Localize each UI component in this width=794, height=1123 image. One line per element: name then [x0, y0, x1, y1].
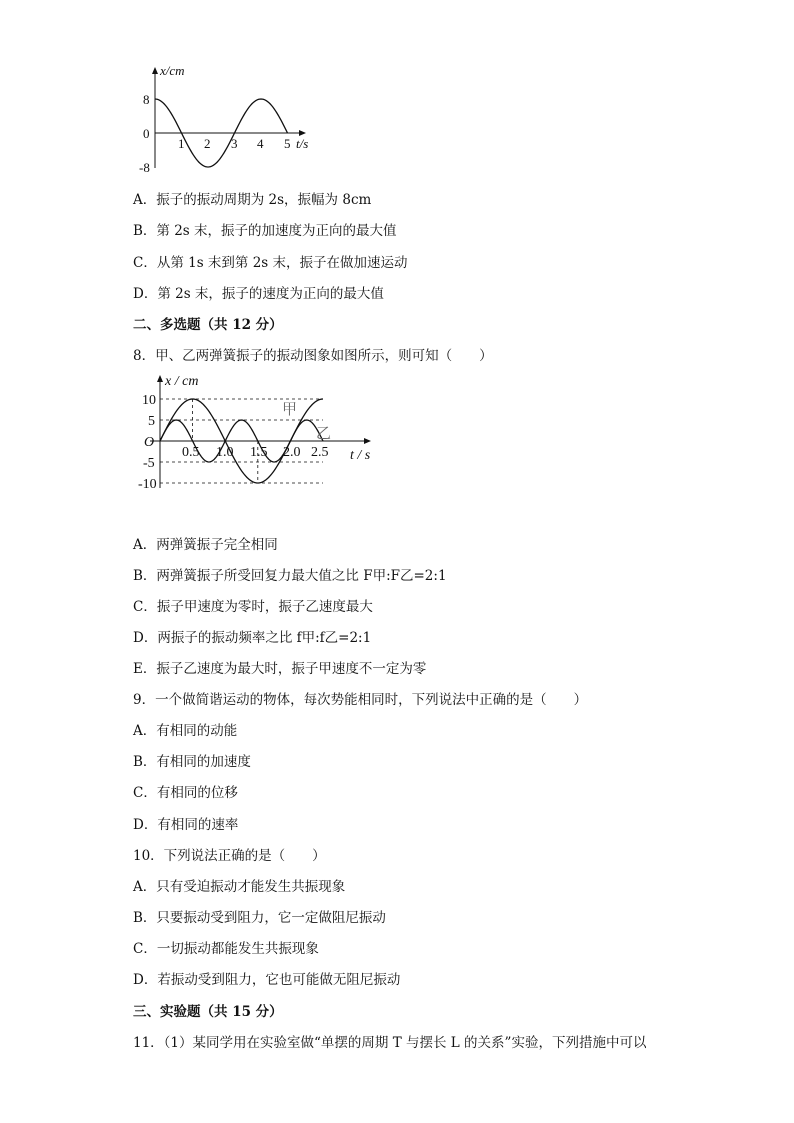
q10-option-a: A．只有受迫振动才能发生共振现象 — [133, 879, 346, 895]
y-tick-neg5: -5 — [143, 456, 155, 471]
x-tick-1: 1 — [178, 136, 185, 151]
x-tick-5: 5 — [284, 136, 291, 151]
x-axis-label: t / s — [350, 448, 371, 463]
q7-option-b: B．第 2s 末，振子的加速度为正向的最大值 — [133, 223, 397, 239]
y-axis-label: x/cm — [160, 63, 185, 78]
q7-option-d: D．第 2s 末，振子的速度为正向的最大值 — [133, 286, 384, 302]
label-jia: 甲 — [282, 402, 298, 418]
x-axis-label: t/s — [296, 136, 309, 151]
x-tick-1-5: 1.5 — [250, 445, 268, 460]
x-tick-2-0: 2.0 — [283, 445, 301, 460]
origin-label: O — [144, 435, 155, 450]
q7-option-c: C．从第 1s 末到第 2s 末，振子在做加速运动 — [133, 255, 408, 271]
q9-option-b: B．有相同的加速度 — [133, 754, 251, 770]
q10-stem: 10．下列说法正确的是（ ） — [133, 848, 326, 864]
x-tick-2-5: 2.5 — [311, 445, 329, 460]
q10-option-c: C．一切振动都能发生共振现象 — [133, 941, 319, 957]
q7-option-a: A．振子的振动周期为 2s，振幅为 8cm — [133, 192, 372, 208]
y-tick-neg10: -10 — [138, 477, 157, 492]
q8-option-a: A．两弹簧振子完全相同 — [133, 537, 278, 553]
x-tick-3: 3 — [231, 136, 238, 151]
label-yi: 乙 — [316, 426, 332, 442]
y-tick-10: 10 — [142, 393, 156, 408]
x-tick-0-5: 0.5 — [182, 445, 200, 460]
q8-option-b: B．两弹簧振子所受回复力最大值之比 F甲:F乙=2:1 — [133, 568, 447, 584]
q10-option-b: B．只要振动受到阻力，它一定做阻尼振动 — [133, 910, 386, 926]
y-tick-8: 8 — [143, 92, 150, 107]
y-tick-0: 0 — [143, 126, 150, 141]
q8-stem: 8．甲、乙两弹簧振子的振动图象如图所示，则可知（ ） — [133, 348, 493, 364]
y-tick-neg8: -8 — [139, 160, 150, 175]
section-heading-experiment: 三、实验题（共 15 分） — [133, 1004, 283, 1020]
section-heading-multi-choice: 二、多选题（共 12 分） — [133, 317, 283, 333]
x-tick-2: 2 — [204, 136, 211, 151]
q8-option-e: E．振子乙速度为最大时，振子甲速度不一定为零 — [133, 661, 427, 677]
x-tick-1-0: 1.0 — [216, 445, 234, 460]
x-tick-4: 4 — [257, 136, 264, 151]
q11-stem: 11．（1）某同学用在实验室做“单摆的周期 T 与摆长 L 的关系”实验，下列措施中可以 — [133, 1035, 647, 1051]
y-axis-label: x / cm — [165, 374, 199, 389]
q8-option-c: C．振子甲速度为零时，振子乙速度最大 — [133, 599, 373, 615]
q8-option-d: D．两振子的振动频率之比 f甲:f乙=2:1 — [133, 630, 372, 646]
q9-option-c: C．有相同的位移 — [133, 785, 238, 801]
q9-stem: 9．一个做简谐运动的物体，每次势能相同时，下列说法中正确的是（ ） — [133, 692, 588, 708]
q9-option-d: D．有相同的速率 — [133, 817, 239, 833]
q9-option-a: A．有相同的动能 — [133, 723, 238, 739]
q10-option-d: D．若振动受到阻力，它也可能做无阻尼振动 — [133, 972, 401, 988]
q7-xt-graph — [130, 60, 330, 180]
q8-xt-graph — [138, 370, 388, 500]
y-tick-5: 5 — [148, 414, 155, 429]
